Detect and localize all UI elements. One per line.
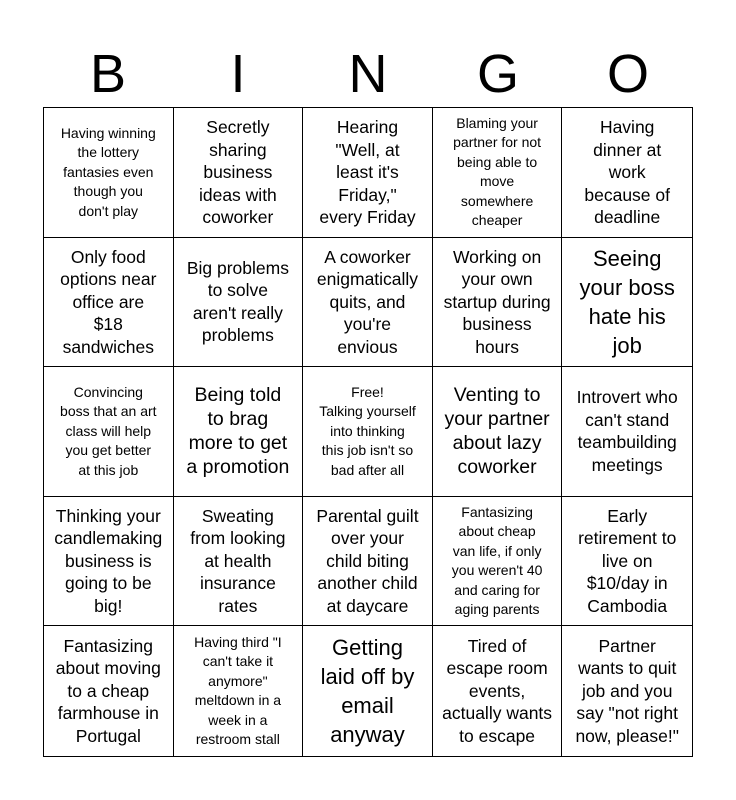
bingo-cell-r2-c5[interactable] <box>562 238 692 368</box>
bingo-cell-r4-c1[interactable] <box>44 497 174 627</box>
bingo-cell-r5-c3[interactable] <box>303 626 433 756</box>
bingo-cell-r1-c3[interactable] <box>303 108 433 238</box>
bingo-cell-r5-c1[interactable] <box>44 626 174 756</box>
bingo-cell-free[interactable] <box>303 367 433 497</box>
cell-text: Fantasizing about moving to a cheap farmhouse in Portugal <box>55 635 161 746</box>
bingo-cell-r2-c1[interactable] <box>44 238 174 368</box>
bingo-cell-r4-c3[interactable] <box>303 497 433 627</box>
cell-text: Tired of escape room events, actually wants to escape <box>442 635 553 746</box>
cell-text: Blaming your partner for not being able to move somewhere cheaper <box>453 114 542 229</box>
bingo-cell-r2-c3[interactable] <box>303 238 433 368</box>
cell-text: Working on your own startup during business hours <box>443 246 551 357</box>
cell-text: Secretly sharing business ideas with coworker <box>198 117 277 228</box>
cell-text: Having winning the lottery fantasies even though you don't play <box>60 124 156 219</box>
cell-text: Partner wants to quit job and you say "not right now, please!" <box>575 635 679 746</box>
bingo-cell-r3-c1[interactable] <box>44 367 174 497</box>
cell-text: Big problems to solve aren't really problems <box>186 257 289 346</box>
cell-text: Free! Talking yourself into thinking this job isn't so bad after all <box>319 383 416 478</box>
bingo-cell-r3-c2[interactable] <box>174 367 304 497</box>
header-letter-n: N <box>348 44 388 104</box>
bingo-cell-r1-c4[interactable] <box>433 108 563 238</box>
cell-text: Thinking your candlemaking business is going to be big! <box>54 505 163 616</box>
bingo-cell-r5-c5[interactable] <box>562 626 692 756</box>
bingo-cell-r4-c5[interactable] <box>562 497 692 627</box>
bingo-board <box>43 107 693 757</box>
bingo-cell-r1-c2[interactable] <box>174 108 304 238</box>
bingo-cell-r4-c2[interactable] <box>174 497 304 627</box>
bingo-cell-r4-c4[interactable] <box>433 497 563 627</box>
header-letter-g: G <box>476 44 519 104</box>
cell-text: Early retirement to live on $10/day in Cambodia <box>578 505 677 616</box>
bingo-cell-r3-c5[interactable] <box>562 367 692 497</box>
cell-text: Introvert who can't stand teambuilding meetings <box>576 387 678 475</box>
bingo-cell-r2-c2[interactable] <box>174 238 304 368</box>
cell-text: Having third "I can't take it anymore" meltdown in a week in a restroom stall <box>194 633 282 748</box>
cell-text: Seeing your boss hate his job <box>579 245 675 358</box>
cell-text: Getting laid off by email anyway <box>320 635 415 748</box>
cell-text: Convincing boss that an art class will help you get better at this job <box>60 383 157 478</box>
bingo-cell-r1-c1[interactable] <box>44 108 174 238</box>
cell-text: Hearing "Well, at least it's Friday," every Friday <box>319 117 416 228</box>
header-letter-i: I <box>230 44 246 104</box>
cell-text: Parental guilt over your child biting another child at daycare <box>316 505 419 616</box>
cell-text: Only food options near office are $18 sandwiches <box>60 246 157 357</box>
cell-text: Sweating from looking at health insurance rates <box>190 505 286 616</box>
bingo-cell-r5-c2[interactable] <box>174 626 304 756</box>
header-letter-b: B <box>89 44 127 104</box>
header-letter-o: O <box>606 44 649 104</box>
cell-text: Having dinner at work because of deadline <box>584 117 670 228</box>
bingo-header <box>43 40 693 108</box>
bingo-cell-r1-c5[interactable] <box>562 108 692 238</box>
bingo-cell-r3-c4[interactable] <box>433 367 563 497</box>
cell-text: Being told to brag more to get a promotion <box>186 384 290 479</box>
bingo-cell-r5-c4[interactable] <box>433 626 563 756</box>
cell-text: A coworker enigmatically quits, and you're envious <box>316 246 419 357</box>
bingo-cell-r2-c4[interactable] <box>433 238 563 368</box>
cell-text: Venting to your partner about lazy coworker <box>444 384 550 479</box>
cell-text: Fantasizing about cheap van life, if only you weren't 40 and caring for aging parents <box>451 503 543 618</box>
